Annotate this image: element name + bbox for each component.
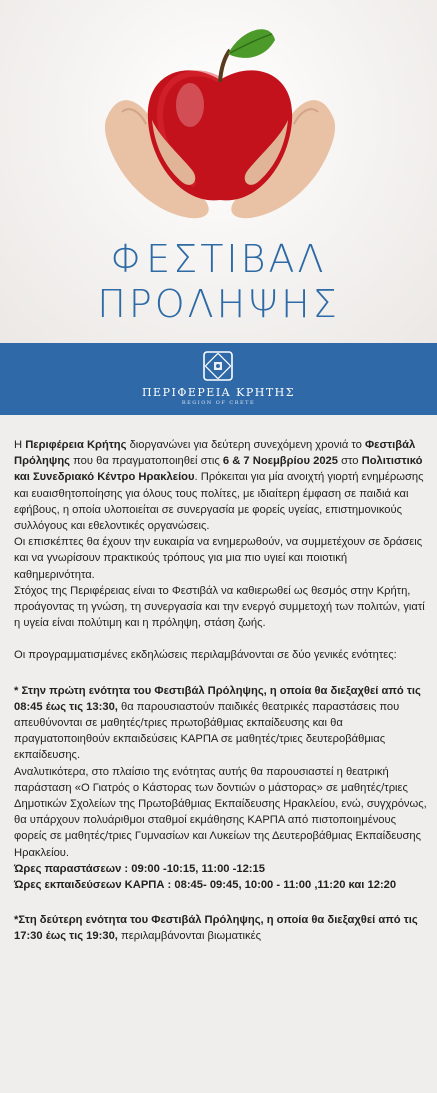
article-body bbox=[14, 437, 428, 945]
paragraph-section-two: *Στη δεύτερη ενότητα του Φεστιβάλ Πρόληψης, η οποία θα διεξαχθεί από τις 17:30 έως τις 19:30, περιλαμβάνονται βιωματικές bbox=[14, 914, 418, 943]
paragraph-visitors: Οι επισκέπτες θα έχουν την ευκαιρία να ενημερωθούν, να συμμετέχουν σε δράσεις και να γνωρίσουν πρακτικούς τρόπους για μια πιο υγιεί και ποιοτική καθημερινότητα. bbox=[14, 536, 423, 581]
region-name: ΠΕΡΙΦΕΡΕΙΑ ΚΡΗΤΗΣ bbox=[141, 386, 296, 399]
hero-poster bbox=[0, 0, 437, 343]
poster-title-line1: ΦΕΣΤΙΒΑΛ bbox=[110, 237, 327, 281]
apple-in-hands-icon bbox=[100, 20, 340, 230]
paragraph-intro: Η Περιφέρεια Κρήτης διοργανώνει για δεύτερη συνεχόμενη χρονιά το Φεστιβάλ Πρόληψης που θα πραγματοποιηθεί στις 6 & 7 Νοεμβρίου 2025 στο Πολιτιστικό και Συνεδριακό Κέντρο Ηρακλείου. Πρόκειται για μία ανοιχτή γιορτή ενημέρωσης και ευαισθητοποίησης για όλους τους πολίτες, με ιδιαίτερη έμφαση σε παιδιά και εφήβους, η οποία υλοποιείται σε συνεργασία με φορείς υγείας, επιστημονικούς συλλόγους και εθελοντικές οργανώσεις. bbox=[14, 439, 424, 533]
cpr-hours: Ώρες εκπαιδεύσεων ΚΑΡΠΑ : 08:45- 09:45, 10:00 - 11:00 ,11:20 και 12:20 bbox=[14, 879, 397, 892]
poster-title-line2: ΠΡΟΛΗΨΗΣ bbox=[97, 282, 340, 326]
performance-hours: Ώρες παραστάσεων : 09:00 -10:15, 11:00 -12:15 bbox=[14, 862, 265, 875]
paragraph-sections: Οι προγραμματισμένες εκδηλώσεις περιλαμβάνονται σε δύο γενικές ενότητες: bbox=[14, 649, 397, 662]
crete-emblem-icon bbox=[199, 349, 237, 383]
paragraph-details: Αναλυτικότερα, στο πλαίσιο της ενότητας αυτής θα παρουσιαστεί η θεατρική παράσταση «Ο Γιατρός ο Κάστορας των δοντιών ο μάστορας» σε μαθητές/τριες Δημοτικών Σχολείων της Πρωτοβάθμιας Εκπαίδευσης Ηρακλείου, ενώ, συγχρόνως, θα υπάρχουν πολυάριθμοι σταθμοί εκμάθησης ΚΑΡΠΑ από πιστοποιημένους φορείς σε μαθητές/τριες Γυμνασίων και Λυκείων της Δευτεροβάθμιας Εκπαίδευσης Ηρακλείου. bbox=[14, 765, 427, 859]
region-subtitle: REGION OF CRETE bbox=[181, 400, 256, 406]
region-banner bbox=[0, 343, 437, 415]
paragraph-section-one: * Στην πρώτη ενότητα του Φεστιβάλ Πρόληψης, η οποία θα διεξαχθεί από τις 08:45 έως τις 13:30, θα παρουσιαστούν παιδικές θεατρικές παραστάσεις που απευθύνονται σε μαθητές/τριες πρωτοβάθμιας εκπαίδευσης και θα πραγματοποιηθούν εκπαιδεύσεις ΚΑΡΠΑ σε μαθητές/τριες δευτεροβάθμιας εκπαίδευσης. bbox=[14, 684, 421, 762]
paragraph-goal: Στόχος της Περιφέρειας είναι το Φεστιβάλ να καθιερωθεί ως θεσμός στην Κρήτη, προάγοντας τη γνώση, τη συνεργασία και την ενεργό συμμετοχή των πολιτών, γιατί η υγεία είναι πολύτιμη και η πρόληψη, στάση ζωής. bbox=[14, 584, 425, 630]
